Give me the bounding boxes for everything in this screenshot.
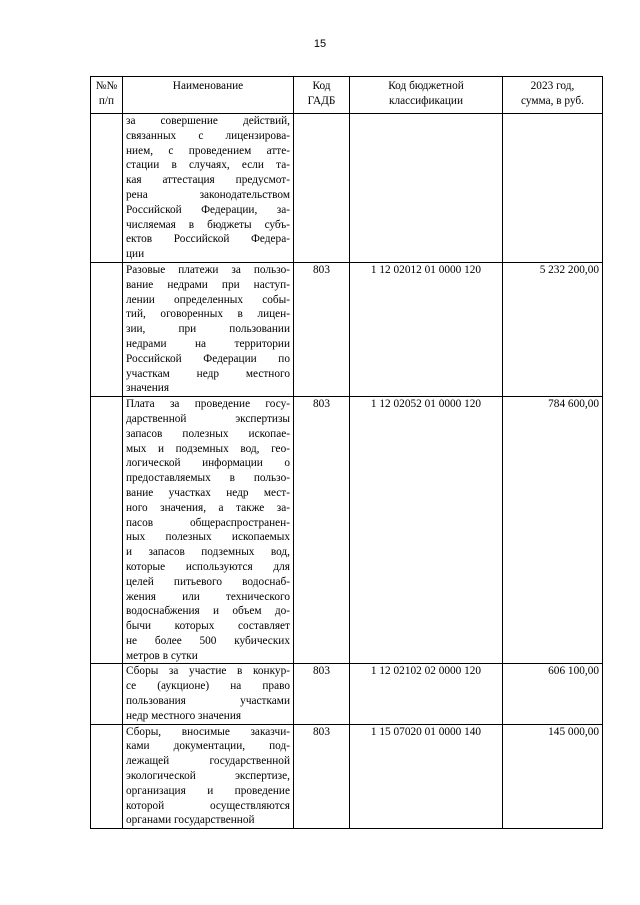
name-line: дарственной экспертизы [126, 412, 290, 425]
header-num [91, 77, 123, 114]
cell-num [91, 262, 123, 396]
name-line: жения или технического [126, 590, 290, 603]
header-line: п/п [98, 95, 115, 107]
cell-gadb: 803 [294, 664, 350, 724]
cell-name [123, 262, 294, 396]
header-line: Наименование [172, 80, 244, 92]
header-line: Код [312, 80, 331, 92]
header-name [123, 77, 294, 114]
name-line: целей питьевого водоснаб- [126, 575, 290, 588]
cell-name [123, 724, 294, 829]
cell-gadb: 803 [294, 724, 350, 829]
name-line: не более 500 кубических [126, 634, 290, 647]
name-line: Плата за проведение госу- [126, 398, 290, 411]
cell-kbk: 1 15 07020 01 0000 140 [350, 724, 503, 829]
cell-gadb [294, 114, 350, 263]
cell-num [91, 114, 123, 263]
name-line: ного значения, а также за- [126, 501, 290, 514]
name-line: предоставляемых в пользо- [126, 472, 290, 485]
name-line: бычи которых составляет [126, 620, 290, 633]
cell-num [91, 664, 123, 724]
name-line: запасов полезных ископае- [126, 427, 290, 440]
name-line: се (аукционе) на право [126, 680, 290, 693]
table-row [91, 397, 603, 664]
name-line: ектов Российской Федера- [126, 233, 290, 246]
name-line: недр местного значения [126, 709, 242, 722]
header-line: 2023 год, [530, 80, 575, 92]
name-line: экологической экспертизе, [126, 770, 290, 783]
table-row [91, 114, 603, 263]
name-line: вание участках недр мест- [126, 486, 290, 499]
cell-kbk: 1 12 02012 01 0000 120 [350, 262, 503, 396]
name-line: пасов общераспространен- [126, 516, 290, 529]
budget-table [90, 76, 603, 829]
header-line: сумма, в руб. [521, 95, 584, 107]
table-header-row [91, 77, 603, 114]
cell-sum: 606 100,00 [503, 664, 603, 724]
name-line: лении определенных собы- [126, 293, 290, 306]
name-line: Сборы, вносимые заказчи- [126, 725, 290, 738]
cell-sum: 5 232 200,00 [503, 262, 603, 396]
name-line: ных полезных ископаемых [126, 531, 290, 544]
header-line: Код бюджетной [388, 80, 464, 92]
cell-kbk: 1 12 02102 02 0000 120 [350, 664, 503, 724]
cell-sum [503, 114, 603, 263]
cell-sum: 145 000,00 [503, 724, 603, 829]
cell-gadb: 803 [294, 262, 350, 396]
table-row [91, 262, 603, 396]
name-line: ками документации, под- [126, 740, 290, 753]
table-row [91, 664, 603, 724]
header-sum [503, 77, 603, 114]
name-line: числяемая в бюджеты субъ- [126, 218, 290, 231]
cell-kbk: 1 12 02052 01 0000 120 [350, 397, 503, 664]
name-line: организация и проведение [126, 784, 290, 797]
name-line: участкам недр местного [126, 367, 290, 380]
name-line: ции [126, 248, 145, 261]
header-gadb [294, 77, 350, 114]
name-line: метров в сутки [126, 649, 198, 662]
cell-kbk [350, 114, 503, 263]
name-line: рена законодательством [126, 188, 290, 201]
name-line: кая аттестация предусмот- [126, 174, 290, 187]
header-line: ГАДБ [307, 95, 336, 107]
name-line: которые используются для [126, 560, 290, 573]
name-line: недрами на территории [126, 337, 290, 350]
cell-name [123, 664, 294, 724]
name-line: логической информации о [126, 457, 290, 470]
name-line: органами государственной [126, 814, 255, 827]
name-line: Сборы за участие в конкур- [126, 665, 290, 678]
name-line: за совершение действий, [126, 115, 290, 127]
name-line: пользования участками [126, 695, 290, 708]
cell-name [123, 397, 294, 664]
name-line: стации в случаях, если та- [126, 159, 290, 172]
table-row [91, 724, 603, 829]
page-number: 15 [313, 38, 327, 50]
name-line: которой осуществляются [126, 799, 290, 812]
name-line: мых и подземных вод, гео- [126, 442, 290, 455]
header-line: классификации [388, 95, 464, 107]
cell-name [123, 114, 294, 263]
name-line: и запасов подземных вод, [126, 546, 290, 559]
name-line: Российской Федерации, за- [126, 203, 290, 216]
cell-num [91, 397, 123, 664]
name-line: водоснабжения и объем до- [126, 605, 290, 618]
name-line: зии, при пользовании [126, 323, 290, 336]
name-line: тий, оговоренных в лицен- [126, 308, 290, 321]
cell-num [91, 724, 123, 829]
name-line: нием, с проведением атте- [126, 144, 290, 157]
name-line: значения [126, 382, 170, 395]
name-line: Российской Федерации по [126, 352, 290, 365]
name-line: лежащей государственной [126, 755, 290, 768]
name-line: связанных с лицензирова- [126, 129, 290, 142]
header-kbk [350, 77, 503, 114]
cell-sum: 784 600,00 [503, 397, 603, 664]
header-line: №№ [95, 80, 118, 92]
name-line: вание недрами при наступ- [126, 278, 290, 291]
name-line: Разовые платежи за пользо- [126, 263, 290, 276]
cell-gadb: 803 [294, 397, 350, 664]
